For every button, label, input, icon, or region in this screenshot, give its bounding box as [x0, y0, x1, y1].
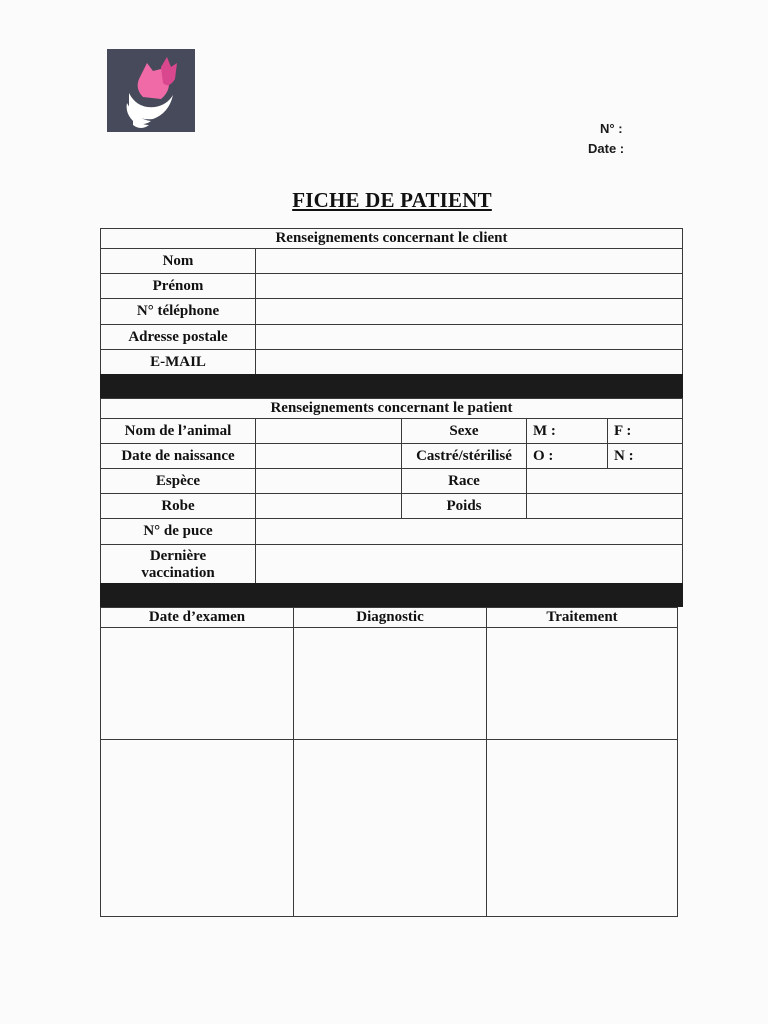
cat-dog-hand-logo-icon [107, 49, 195, 132]
column-header-diagnostic: Diagnostic [294, 608, 487, 628]
exam-date-cell[interactable] [101, 628, 294, 740]
exam-diagnostic-cell[interactable] [294, 740, 487, 917]
field-value-nom-animal[interactable] [256, 419, 402, 444]
field-label-nom: Nom [101, 249, 256, 274]
client-info-table [100, 228, 683, 375]
field-value-adresse[interactable] [256, 325, 683, 350]
patient-section-header: Renseignements concernant le patient [101, 399, 683, 419]
field-value-telephone[interactable] [256, 299, 683, 325]
exam-table [100, 607, 678, 917]
exam-traitement-cell[interactable] [487, 628, 678, 740]
exam-date-cell[interactable] [101, 740, 294, 917]
field-label-poids: Poids [402, 494, 527, 519]
field-label-robe: Robe [101, 494, 256, 519]
field-value-prenom[interactable] [256, 274, 683, 299]
field-label-vaccination: Dernière vaccination [101, 545, 256, 585]
option-non[interactable]: N : [608, 444, 683, 469]
field-value-vaccination[interactable] [256, 545, 683, 585]
field-label-nom-animal: Nom de l’animal [101, 419, 256, 444]
option-oui[interactable]: O : [527, 444, 608, 469]
field-value-date-naissance[interactable] [256, 444, 402, 469]
field-label-email: E-MAIL [101, 350, 256, 375]
field-label-telephone: N° téléphone [101, 299, 256, 325]
form-meta [588, 119, 624, 159]
field-label-sexe: Sexe [402, 419, 527, 444]
exam-traitement-cell[interactable] [487, 740, 678, 917]
exam-diagnostic-cell[interactable] [294, 628, 487, 740]
section-divider-bar [100, 583, 683, 607]
page-title: FICHE DE PATIENT [292, 188, 492, 212]
field-value-robe[interactable] [256, 494, 402, 519]
column-header-date-examen: Date d’examen [101, 608, 294, 628]
table-row [101, 628, 678, 740]
field-value-race[interactable] [527, 469, 683, 494]
field-label-puce: N° de puce [101, 519, 256, 545]
client-section-header: Renseignements concernant le client [101, 229, 683, 249]
option-female[interactable]: F : [608, 419, 683, 444]
field-value-poids[interactable] [527, 494, 683, 519]
patient-info-table [100, 398, 683, 585]
field-label-date-naissance: Date de naissance [101, 444, 256, 469]
table-row [101, 740, 678, 917]
field-value-espece[interactable] [256, 469, 402, 494]
field-label-castre: Castré/stérilisé [402, 444, 527, 469]
clinic-logo [107, 49, 195, 132]
field-label-prenom: Prénom [101, 274, 256, 299]
column-header-traitement: Traitement [487, 608, 678, 628]
section-divider-bar [100, 374, 683, 398]
field-label-adresse: Adresse postale [101, 325, 256, 350]
field-value-nom[interactable] [256, 249, 683, 274]
option-male[interactable]: M : [527, 419, 608, 444]
field-value-puce[interactable] [256, 519, 683, 545]
number-label: N° : [600, 121, 623, 136]
field-value-email[interactable] [256, 350, 683, 375]
field-label-race: Race [402, 469, 527, 494]
field-label-espece: Espèce [101, 469, 256, 494]
date-label: Date : [588, 141, 625, 156]
